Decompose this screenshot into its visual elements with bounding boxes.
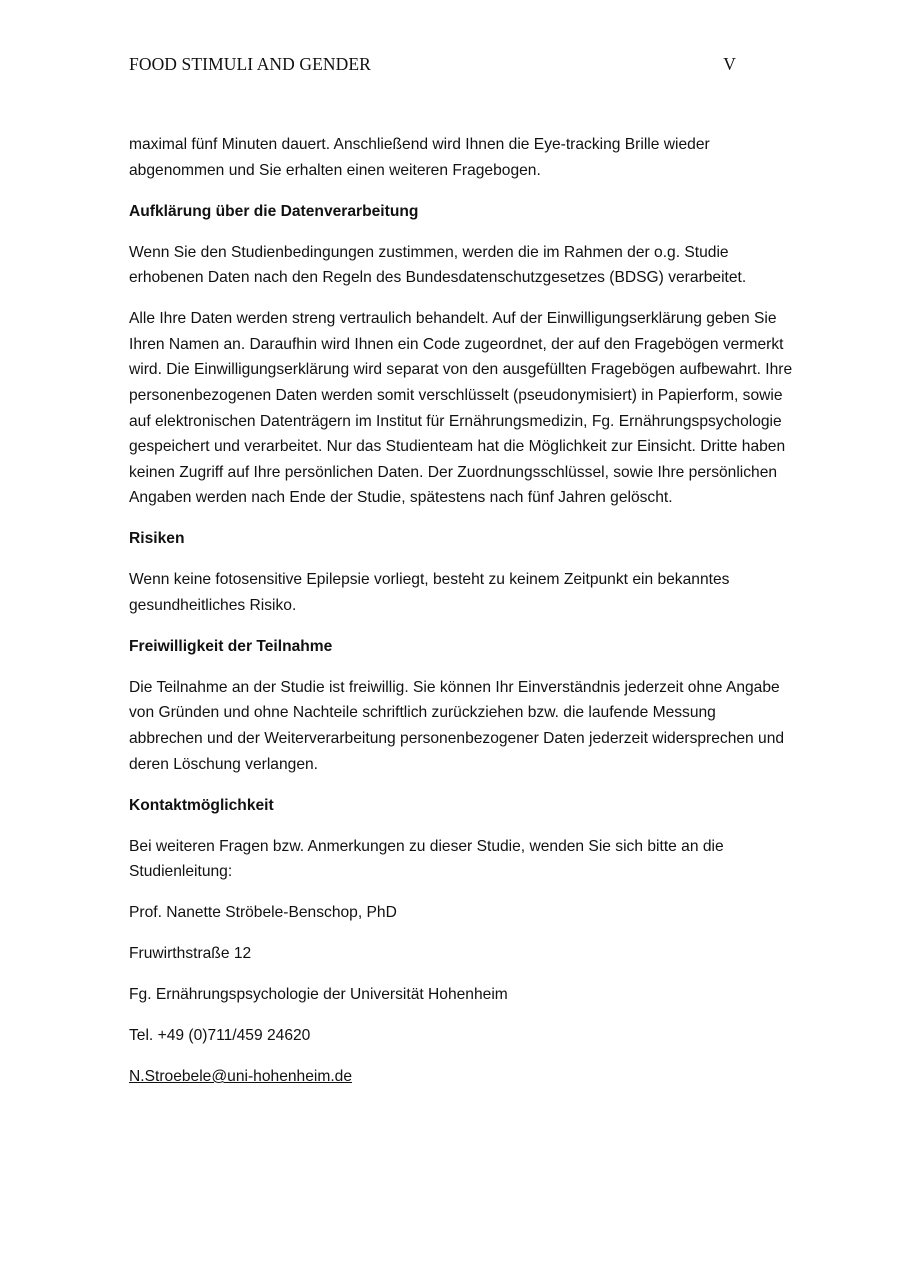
- contact-name: Prof. Nanette Ströbele-Benschop, PhD: [129, 904, 397, 922]
- contact-email-line: [129, 1064, 793, 1090]
- paragraph-intro: maximal fünf Minuten dauert. Anschließend wird Ihnen die Eye-tracking Brille wieder abgenommen und Sie erhalten einen weiteren Fragebogen.: [129, 136, 710, 179]
- heading-risiken: Risiken: [129, 530, 185, 548]
- heading-kontakt: Kontaktmöglichkeit: [129, 796, 274, 814]
- contact-phone: Tel. +49 (0)711/459 24620: [129, 1027, 311, 1045]
- running-title: FOOD STIMULI AND GENDER: [129, 54, 371, 74]
- document-body: [129, 132, 793, 1105]
- paragraph-risiken: Wenn keine fotosensitive Epilepsie vorliegt, besteht zu keinem Zeitpunkt ein bekanntes gesundheitliches Risiko.: [129, 571, 730, 614]
- paragraph-daten-1: Wenn Sie den Studienbedingungen zustimmen, werden die im Rahmen der o.g. Studie erhobenen Daten nach den Regeln des Bundesdatenschutzgesetzes (BDSG) verarbeitet.: [129, 243, 747, 287]
- contact-email-link[interactable]: N.Stroebele@uni-hohenheim.de: [129, 1068, 353, 1086]
- contact-institution: Fg. Ernährungspsychologie der Universität Hohenheim: [129, 986, 508, 1004]
- heading-freiwilligkeit: Freiwilligkeit der Teilnahme: [129, 637, 333, 655]
- paragraph-freiwilligkeit: Die Teilnahme an der Studie ist freiwillig. Sie können Ihr Einverständnis jederzeit ohne Angabe von Gründen und ohne Nachteile schriftlich zurückziehen bzw. die laufende Messung abbrechen und der Weiterverarbeitung personenbezogener Daten jederzeit widersprechen und deren Löschung verlangen.: [129, 678, 785, 773]
- page-number: V: [723, 54, 736, 74]
- heading-datenverarbeitung: Aufklärung über die Datenverarbeitung: [129, 202, 419, 220]
- paragraph-kontakt: Bei weiteren Fragen bzw. Anmerkungen zu dieser Studie, wenden Sie sich bitte an die Studienleitung:: [129, 837, 724, 881]
- contact-street: Fruwirthstraße 12: [129, 945, 252, 963]
- paragraph-daten-2: Alle Ihre Daten werden streng vertraulich behandelt. Auf der Einwilligungserklärung geben Sie Ihren Namen an. Daraufhin wird Ihnen ein Code zugeordnet, der auf den Fragebögen vermerkt wird. Die Einwilligungserklärung wird separat von den ausgefüllten Fragebögen aufbewahrt. Ihre personenbezogenen Daten werden somit verschlüsselt (pseudonymisiert) in Papierform, sowie auf elektronischen Datenträgern im Institut für Ernährungsmedizin, Fg. Ernährungspsychologie gespeichert und verarbeitet. Nur das Studienteam hat die Möglichkeit zur Einsicht. Dritte haben keinen Zugriff auf Ihre persönlichen Daten. Der Zuordnungsschlüssel, sowie Ihre persönlichen Angaben werden nach Ende der Studie, spätestens nach fünf Jahren gelöscht.: [129, 310, 793, 507]
